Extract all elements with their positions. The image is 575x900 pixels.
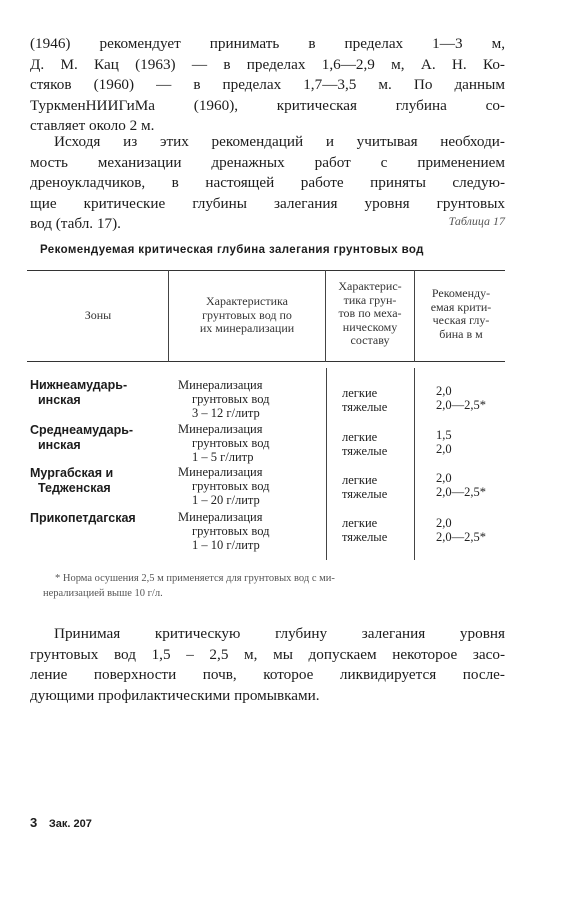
column-divider xyxy=(168,270,169,362)
table-row-depth: 2,0 2,0—2,5* xyxy=(436,516,486,544)
paragraph-2 xyxy=(30,132,505,235)
table-row-soil: легкие тяжелые xyxy=(342,430,388,458)
table-row-mineralization: Минерализация грунтовых вод 1 – 20 г/литр xyxy=(178,465,270,507)
table-header-rule xyxy=(27,361,505,362)
table-row-zone: Нижнеамударь- инская xyxy=(30,378,128,407)
paragraph-1 xyxy=(30,34,505,137)
column-divider xyxy=(325,270,326,362)
table-top-rule xyxy=(27,270,505,271)
paragraph-3 xyxy=(30,624,505,706)
order-number: Зак. 207 xyxy=(48,818,92,830)
table-row-soil: легкие тяжелые xyxy=(342,516,388,544)
text-line: щие критические глубины залегания уровня грунтовых xyxy=(30,194,505,212)
table-row-depth: 1,5 2,0 xyxy=(436,428,452,456)
table-row-mineralization: Минерализация грунтовых вод 1 – 5 г/литр xyxy=(178,422,270,464)
table-row-mineralization: Минерализация грунтовых вод 1 – 10 г/литр xyxy=(178,510,270,552)
table-title: Рекомендуемая критическая глубина залегания грунтовых вод xyxy=(40,244,424,256)
signature-number: 3 xyxy=(30,815,38,830)
page-footer xyxy=(30,815,92,830)
column-divider xyxy=(414,368,415,560)
text-line: вод (табл. 17). xyxy=(30,215,121,232)
text-line: Д. М. Кац (1963) — в пределах 1,6—2,9 м, А. Н. Ко- xyxy=(30,55,505,73)
text-line: (1946) рекомендует принимать в пределах 1—3 м, xyxy=(30,35,505,52)
text-line: грунтовых вод 1,5 – 2,5 м, мы допускаем некоторое засо- xyxy=(30,645,505,663)
text-line: Принимая критическую глубину залегания уровня xyxy=(54,625,505,642)
table-footnote: * Норма осушения 2,5 м применяется для грунтовых вод с ми- нерализацией выше 10 г/л. xyxy=(43,573,335,599)
text-line: ление поверхности почв, которое ликвидируется после- xyxy=(30,666,505,683)
header-soil: Характерис- тика грун- тов по меха- ническому составу xyxy=(338,279,402,347)
text-line: мость механизации дренажных работ с применением xyxy=(30,153,505,171)
table-caption: Таблица 17 xyxy=(448,214,505,228)
text-line: дреноукладчиков, в настоящей работе приняты следую- xyxy=(30,174,505,191)
text-line: Исходя из этих рекомендаций и учитывая необходи- xyxy=(54,133,505,150)
table-row-mineralization: Минерализация грунтовых вод 3 – 12 г/литр xyxy=(178,378,270,420)
table-row-soil: легкие тяжелые xyxy=(342,386,388,414)
header-depth: Рекоменду- емая крити- ческая глу- бина в м xyxy=(430,286,492,341)
header-zones: Зоны xyxy=(84,308,112,322)
text-line: стяков (1960) — в пределах 1,7—3,5 м. По данным xyxy=(30,76,505,93)
column-divider xyxy=(326,368,327,560)
table-row-soil: легкие тяжелые xyxy=(342,473,388,501)
text-line: ТуркменНИИГиМа (1960), критическая глубина со- xyxy=(30,96,505,114)
table-row-zone: Среднеамударь- инская xyxy=(30,423,134,452)
header-mineralization: Характеристика грунтовых вод по их минерализации xyxy=(199,294,295,335)
table-row-zone: Мургабская и Теджeнская xyxy=(30,466,114,495)
table-row-depth: 2,0 2,0—2,5* xyxy=(436,384,486,412)
column-divider xyxy=(414,270,415,362)
text-line: ставляет около 2 м. xyxy=(30,117,155,134)
text-line: дующими профилактическими промывками. xyxy=(30,686,320,704)
table-row-zone: Прикопетдагская xyxy=(30,511,136,525)
table-row-depth: 2,0 2,0—2,5* xyxy=(436,471,486,499)
